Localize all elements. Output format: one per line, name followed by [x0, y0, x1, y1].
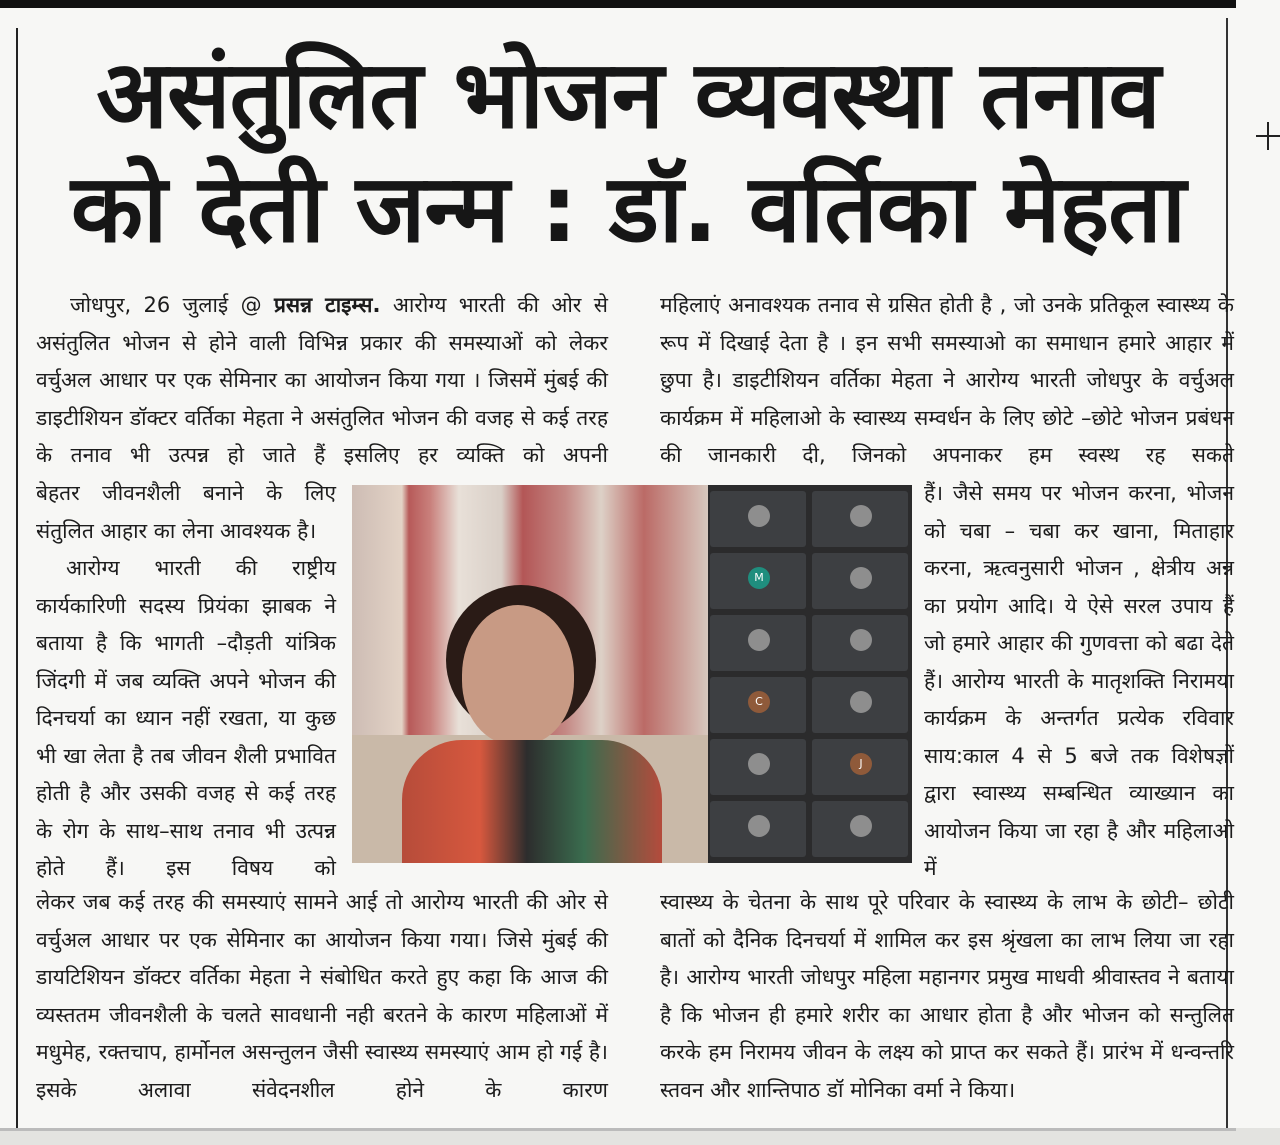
- bottom-border: [0, 1128, 1280, 1145]
- participant-tile: [812, 553, 908, 609]
- headline: [30, 40, 1226, 268]
- participant-avatar: [850, 505, 872, 527]
- headline-line-2: को देती जन्म : डॉ. वर्तिका मेहता: [70, 155, 1186, 264]
- participant-tile: [812, 801, 908, 857]
- left-column-rule: [16, 28, 18, 1128]
- top-border-rule: [0, 0, 1236, 8]
- participant-avatar: J: [850, 753, 872, 775]
- participant-tile: [812, 615, 908, 671]
- right-top-paragraph: महिलाएं अनावश्यक तनाव से ग्रसित होती है , जो उनके प्रतिकूल स्वास्थ्य के रूप में दिखाई देता है । इन सभी समस्याओ का समाधान हमारे आहार में छुपा है। डाइटीशियन वर्तिका मेहता ने आरोग्य भारती जोधपुर के वर्चुअल कार्यक्रम में महिलाओ के स्वास्थ्य सम्वर्धन के लिए छोटे –छोटे भोजन प्रबंधन की जानकारी दी, जिनको अपनाकर हम स्वस्थ रह सकते: [660, 293, 1234, 467]
- left-column-intro: [36, 287, 608, 475]
- participant-avatar: [748, 629, 770, 651]
- participant-tile: [710, 615, 806, 671]
- participant-tile: [812, 677, 908, 733]
- participant-avatar: [850, 815, 872, 837]
- left-narrow-paragraph-b: आरोग्य भारती की राष्ट्रीय कार्यकारिणी सदस्य प्रियंका झाबक ने बताया है कि भागती –दौड़ती यांत्रिक जिंदगी में जब व्यक्ति अपने भोजन की दिनचर्या का ध्यान नहीं रखता, या कुछ भी खा लेता है तब जीवन शैली प्रभावित होती है और उसकी वजह से कई तरह के रोग के साथ–साथ तनाव भी उत्पन्न होते हैं। इस विषय को: [36, 556, 336, 880]
- participant-tile: [812, 739, 908, 795]
- participant-tile: [710, 677, 806, 733]
- participant-avatar: [748, 815, 770, 837]
- left-narrow-paragraph-a: बेहतर जीवनशैली बनाने के लिए संतुलित आहार का लेना आवश्यक है।: [36, 481, 336, 543]
- participant-avatar: [748, 753, 770, 775]
- participant-tile: [710, 801, 806, 857]
- participant-avatar: C: [748, 691, 770, 713]
- participant-tile: [710, 553, 806, 609]
- participant-avatar: [850, 629, 872, 651]
- main-speaker-video: [352, 485, 708, 863]
- dateline: जोधपुर, 26 जुलाई @: [70, 293, 262, 317]
- headline-line-1: असंतुलित भोजन व्यवस्था तनाव: [96, 41, 1160, 150]
- left-bottom-paragraph: लेकर जब कई तरह की समस्याएं सामने आई तो आरोग्य भारती की ओर से वर्चुअल आधार पर एक सेमिनार का आयोजन किया गया। जिसे मुंबई की डायटिशियन डॉक्टर वर्तिका मेहता ने संबोधित करते हुए कहा कि आज की व्यस्ततम जीवनशैली के चलते सावधानी नही बरतने के कारण महिलाओं में मधुमेह, रक्तचाप, हार्मोनल असन्तुलन जैसी स्वास्थ्य समस्याएं आम हो गई है। इसके अलावा संवेदनशील होने के कारण: [36, 890, 608, 1102]
- publication-name: प्रसन्न टाइम्स.: [273, 293, 381, 317]
- participant-tile: [710, 491, 806, 547]
- participant-tile: [710, 739, 806, 795]
- right-bottom-paragraph: स्वास्थ्य के चेतना के साथ पूरे परिवार के स्वास्थ्य के लाभ के छोटी– छोटी बातों को दैनिक दिनचर्या में शामिल कर इस श्रृंखला का लाभ लिया जा रहा है। आरोग्य भारती जोधपुर महिला महानगर प्रमुख माधवी श्रीवास्तव ने बताया है कि भोजन ही हमारे शरीर का आधार होता है और भोजन को सन्तुलित करके हम निरामय जीवन के लक्ष्य को प्राप्त कर सकते हैं। प्रारंभ में धन्वन्तरि स्तवन और शान्तिपाठ डॉ मोनिका वर्मा ने किया।: [660, 890, 1234, 1102]
- participant-avatar: [850, 691, 872, 713]
- participant-grid: [708, 485, 912, 863]
- participant-avatar: [748, 505, 770, 527]
- registration-mark-vertical: [1267, 122, 1269, 150]
- article-photo-video-call: [352, 485, 912, 863]
- right-narrow-paragraph: हैं। जैसे समय पर भोजन करना, भोजन को चबा – चबा कर खाना, मिताहार करना, ऋत्वनुसारी भोजन , क्षेत्रीय अन्न का प्रयोग आदि। ये ऐसे सरल उपाय हैं जो हमारे आहार की गुणवत्ता को बढा देते हैं। आरोग्य भारती के मातृशक्ति निरामया कार्यक्रम के अन्तर्गत प्रत्येक रविवार साय:काल 4 से 5 बजे तक विशेषज्ञों द्वारा स्वास्थ्य सम्बन्धित व्याख्यान का आयोजन किया जा रहा है और महिलाओ में: [924, 481, 1234, 880]
- participant-avatar: M: [748, 567, 770, 589]
- participant-tile: [812, 491, 908, 547]
- participant-avatar: [850, 567, 872, 589]
- speaker-dupatta: [402, 740, 662, 863]
- left-intro-text: आरोग्य भारती की ओर से असंतुलित भोजन से होने वाली विभिन्न प्रकार की समस्याओं को लेकर वर्चुअल आधार पर एक सेमिनार का आयोजन किया गया । जिसमें मुंबई की डाइटीशियन डॉक्टर वर्तिका मेहता ने असंतुलित भोजन की वजह से कई तरह के तनाव भी उत्पन्न हो जाते हैं इसलिए हर व्यक्ति को अपनी: [36, 293, 608, 467]
- speaker-face: [462, 605, 574, 745]
